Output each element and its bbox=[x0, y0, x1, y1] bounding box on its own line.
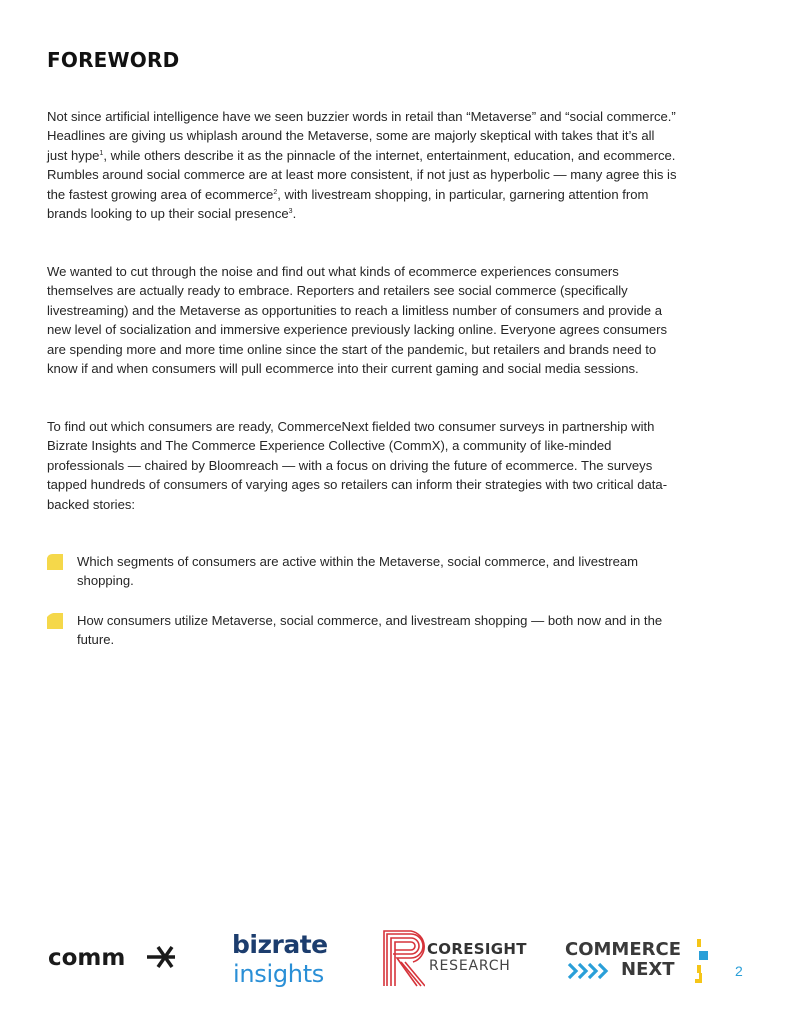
brand-blocks-icon bbox=[695, 939, 709, 985]
paragraph-intro bbox=[47, 107, 677, 223]
quarter-circle-icon bbox=[47, 554, 63, 570]
page-number: 2 bbox=[735, 963, 743, 979]
bullet-item bbox=[47, 611, 687, 650]
paragraph-intro-text-2: , while others describe it as the pinnacle of the internet, entertainment, education, and ecommerce. Rumbles around social commerce are at least more consistent, if not just as hyperbolic — many agree this is the fastest growing area of ecommerce bbox=[47, 147, 677, 202]
commerce-wordmark: COMMERCE bbox=[565, 939, 681, 960]
paragraph-intro-text-4: . bbox=[292, 206, 297, 222]
paragraph-intro-text-3: , with livestream shopping, in particular, garnering attention from brands looking to up their social presence bbox=[47, 186, 649, 222]
partner-logos bbox=[0, 925, 791, 995]
commx-logo bbox=[48, 945, 178, 976]
footnote-ref-1: 1 bbox=[99, 149, 104, 157]
paragraph-intro-text-1: Not since artificial intelligence have we seen buzzier words in retail than “Metaverse” and “social commerce.” Headlines are giving us whiplash around the Metaverse, some are majorly skeptical with takes that it’s all just hype bbox=[47, 109, 676, 163]
bullet-text: Which segments of consumers are active within the Metaverse, social commerce, and livestream shopping. bbox=[77, 554, 639, 589]
bullet-item bbox=[47, 552, 687, 591]
page-title: FOREWORD bbox=[47, 48, 180, 72]
research-wordmark: RESEARCH bbox=[429, 958, 511, 974]
commx-text: comm bbox=[48, 945, 126, 971]
coresight-wordmark: CORESIGHT bbox=[427, 940, 527, 958]
coresight-research-logo bbox=[383, 930, 533, 988]
next-wordmark: NEXT bbox=[621, 959, 675, 980]
commx-wordmark bbox=[48, 945, 178, 971]
footnote-ref-2: 2 bbox=[273, 188, 278, 196]
bullet-text: How consumers utilize Metaverse, social commerce, and livestream shopping — both now and in the future. bbox=[77, 612, 663, 648]
bizrate-wordmark: bizrate bbox=[232, 930, 328, 959]
paragraph-noise: We wanted to cut through the noise and find out what kinds of ecommerce experiences consumers themselves are actually ready to embrace. Reporters and retailers see social commerce (specifically livestreaming) and the Metaverse as opportunities to reach a limitless number of consumers and provide a new level of socialization and immersive experience previously lacking online. Everyone agrees consumers are spending more and more time online since the start of the pandemic, but retailers and brands need to know if and when consumers will pull ecommerce into their current gaming and social media sessions. bbox=[47, 264, 668, 377]
coresight-mark-icon bbox=[383, 930, 425, 988]
quarter-circle-icon bbox=[47, 613, 63, 629]
paragraph-surveys: To find out which consumers are ready, CommerceNext fielded two consumer surveys in partnership with Bizrate Insights and The Commerce Experience Collective (CommX), a community of like-minded professionals — chaired by Bloomreach — with a focus on driving the future of ecommerce. The surveys tapped hundreds of consumers of varying ages so retailers can inform their strategies with two critical data-backed stories: bbox=[47, 419, 668, 512]
chevrons-icon bbox=[565, 961, 619, 981]
bullet-list bbox=[47, 552, 687, 670]
footnote-ref-3: 3 bbox=[288, 208, 293, 216]
insights-wordmark: insights bbox=[233, 960, 325, 988]
bizrate-insights-logo bbox=[232, 930, 342, 990]
commercenext-logo bbox=[565, 933, 715, 993]
